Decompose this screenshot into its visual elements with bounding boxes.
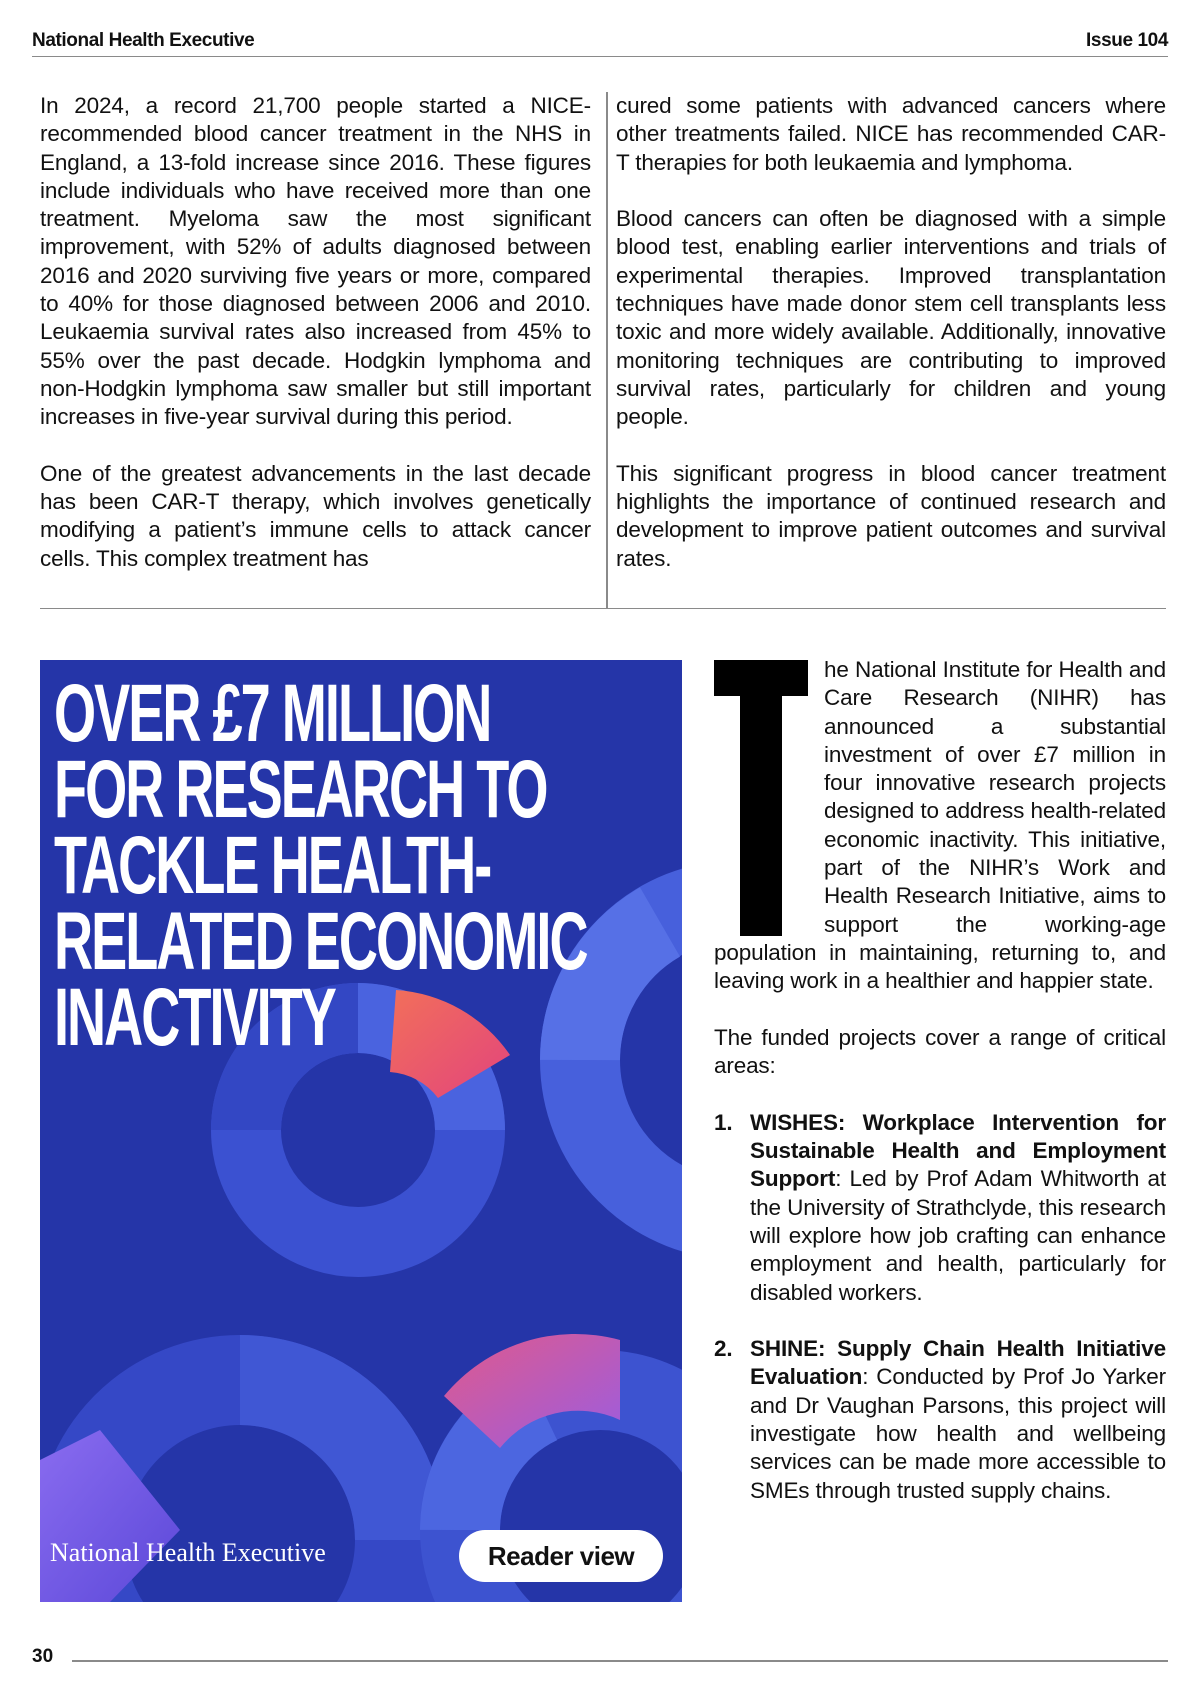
paragraph: In 2024, a record 21,700 people started a NICE-recommended blood cancer treatment in the NHS in England, a 13-fold increase since 2016. These figures include individuals who have received more than one treatment. Myeloma saw the most significant improvement, with 52% of adults diagnosed between 2016 and 2020 surviving five years or more, compared to 40% for those diagnosed between 2006 and 2010. Leukaemia survival rates also increased from 45% to 55% over the past decade. Hodgkin lymphoma and non-Hodgkin lymphoma saw smaller but still important increases in five-year survival during this period. <box>40 93 591 430</box>
main-article <box>714 656 1166 1533</box>
issue-number: Issue 104 <box>1086 30 1168 51</box>
page-footer <box>32 1646 1168 1670</box>
promo-image <box>40 660 682 1602</box>
promo-brand-logo: National Health Executive <box>50 1538 326 1567</box>
reader-view-button[interactable]: Reader view <box>459 1530 663 1582</box>
article-lead-in: The funded projects cover a range of critical areas: <box>714 1024 1166 1079</box>
top-article <box>40 92 1166 609</box>
promo-headline <box>54 668 587 1063</box>
article-intro: he National Institute for Health and Care Research (NIHR) has announced a substantial investment of over £7 million in four innovative research projects designed to address health-related economic inactivity. This initiative, part of the NIHR’s Work and Health Research Initiative, aims to support the working-age population in maintaining, returning to, and leaving work in a healthier and happier state. <box>714 657 1166 994</box>
headline-line: RELATED ECONOMIC <box>54 896 587 987</box>
page-number: 30 <box>32 1646 54 1667</box>
list-item <box>714 1335 1166 1505</box>
headline-line: TACKLE HEALTH- <box>54 820 491 911</box>
list-item <box>714 1109 1166 1307</box>
paragraph: This significant progress in blood cancer treatment highlights the importance of continued research and development to improve patient outcomes and survival rates. <box>616 460 1166 571</box>
list-number: 2. <box>714 1336 733 1362</box>
footer-rule <box>72 1660 1168 1662</box>
list-number: 1. <box>714 1109 733 1135</box>
project-description: : Conducted by Prof Jo Yarker and Dr Vaughan Parsons, this project will investigate how health and wellbeing services can be made more accessible to SMEs through trusted supply chains. <box>750 1364 1166 1503</box>
page-header <box>32 28 1168 57</box>
project-description: : Led by Prof Adam Whitworth at the University of Strathclyde, this research will explore how job crafting can enhance employment and health, particularly for disabled workers. <box>750 1166 1166 1305</box>
paragraph: cured some patients with advanced cancers where other treatments failed. NICE has recommended CAR-T therapies for both leukaemia and lymphoma. <box>616 93 1166 175</box>
top-article-right-column <box>616 92 1166 601</box>
project-title: WISHES: Workplace Intervention for Sustainable Health and Employment Support <box>750 1109 1166 1192</box>
paragraph: One of the greatest advancements in the last decade has been CAR-T therapy, which involves genetically modifying a patient’s immune cells to attack cancer cells. This complex treatment has <box>40 460 591 571</box>
headline-line: INACTIVITY <box>54 972 335 1063</box>
dropcap <box>714 660 808 936</box>
top-article-left-column <box>40 92 591 573</box>
project-title: SHINE: Supply Chain Health Initiative Evaluation <box>750 1336 1166 1390</box>
headline-line: FOR RESEARCH TO <box>54 744 547 835</box>
publication-name: National Health Executive <box>32 30 255 51</box>
column-divider <box>606 92 608 608</box>
headline-line: OVER £7 MILLION <box>54 668 491 759</box>
paragraph: Blood cancers can often be diagnosed with a simple blood test, enabling earlier interventions and trials of experimental therapies. Improved transplantation techniques have made donor stem cell transplants less toxic and more widely available. Additionally, innovative monitoring techniques are contributing to improved survival rates, particularly for children and young people. <box>616 206 1166 430</box>
project-list <box>714 1109 1166 1505</box>
